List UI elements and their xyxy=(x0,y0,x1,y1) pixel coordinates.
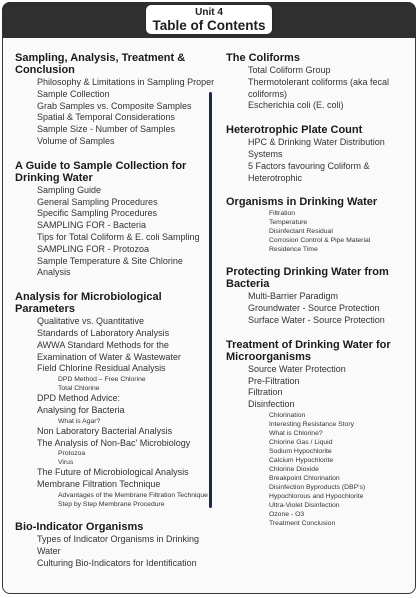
toc-item[interactable]: Qualitative vs. Quantitative xyxy=(37,316,145,327)
toc-section xyxy=(15,160,215,279)
toc-item[interactable]: Pre-Filtration xyxy=(248,375,300,386)
toc-item[interactable]: Field Chlorine Residual Analysis xyxy=(37,363,166,374)
toc-item[interactable]: 5 Factors favouring Coliform & Heterotrophic xyxy=(248,160,370,183)
toc-subitem[interactable]: Chlorine Gas / Liquid xyxy=(269,438,333,446)
toc-section xyxy=(226,339,412,528)
left-column xyxy=(15,52,215,581)
toc-item[interactable]: Philosophy & Limitations in Sampling Proper Sample Collection xyxy=(37,77,215,99)
section-heading[interactable]: Organisms in Drinking Water xyxy=(226,196,378,209)
toc-subitem[interactable]: Total Chlorine xyxy=(58,385,100,393)
toc-item[interactable]: Volume of Samples xyxy=(37,135,115,146)
toc-item[interactable]: HPC & Drinking Water Distribution Systems xyxy=(248,137,385,159)
toc-subitem[interactable]: Interesting Resistance Story xyxy=(269,420,355,428)
toc-item[interactable]: Membrane Filtration Technique xyxy=(37,479,161,490)
toc-item[interactable]: Standards of Laboratory Analysis xyxy=(37,327,170,338)
toc-subitem[interactable]: Chlorination xyxy=(269,411,306,419)
toc-item[interactable]: SAMPLING FOR - Protozoa xyxy=(37,243,150,254)
toc-subitem[interactable]: Hypochlorous and Hypochlorite xyxy=(269,492,364,500)
toc-item[interactable]: Sampling Guide xyxy=(37,184,102,195)
section-heading[interactable]: Treatment of Drinking Water for Microorganisms xyxy=(226,338,391,363)
toc-subitem[interactable]: Sodium Hypochlorite xyxy=(269,447,332,455)
toc-item[interactable]: Grab Samples vs. Composite Samples xyxy=(37,100,192,111)
toc-subitem[interactable]: Disinfection Byproducts (DBP's) xyxy=(269,483,366,491)
toc-subitem[interactable]: Calcium Hypochlorite xyxy=(269,456,334,464)
toc-item[interactable]: DPD Method Advice: xyxy=(37,393,121,404)
page-title: Table of Contents xyxy=(152,18,266,33)
section-heading[interactable]: Analysis for Microbiological Parameters xyxy=(15,291,162,316)
toc-item[interactable]: Non Laboratory Bacterial Analysis xyxy=(37,425,173,436)
toc-item[interactable]: Groundwater - Source Protection xyxy=(248,303,380,314)
toc-subitem[interactable]: Filtration xyxy=(269,210,296,218)
toc-section xyxy=(226,124,412,184)
toc-item[interactable]: Specific Sampling Procedures xyxy=(37,208,158,219)
toc-item[interactable]: Analysing for Bacteria xyxy=(37,404,125,415)
toc-subitem[interactable]: Ultra-Violet Disinfection xyxy=(269,501,340,509)
toc-subitem[interactable]: Treatment Conclusion xyxy=(269,519,336,527)
toc-item[interactable]: Filtration xyxy=(248,387,283,398)
section-heading[interactable]: Protecting Drinking Water from Bacteria xyxy=(226,266,389,291)
toc-item[interactable]: Multi-Barrier Paradigm xyxy=(248,291,339,302)
section-heading[interactable]: Sampling, Analysis, Treatment & Conclusion xyxy=(15,52,186,76)
section-heading[interactable]: Bio-Indicator Organisms xyxy=(15,520,144,533)
toc-item[interactable]: AWWA Standard Methods for the Examination of Water & Wastewater xyxy=(37,339,181,362)
section-heading[interactable]: Heterotrophic Plate Count xyxy=(226,124,363,137)
toc-item[interactable]: The Analysis of Non-Bac' Microbiology xyxy=(37,437,191,448)
toc-subitem[interactable]: Residence Time xyxy=(269,246,318,254)
toc-subitem[interactable]: Corrosion Control & Pipe Material xyxy=(269,237,371,245)
toc-item[interactable]: Thermotolerant coliforms (aka fecal coliforms) xyxy=(248,76,390,99)
toc-item[interactable]: Types of Indicator Organisms in Drinking Water xyxy=(37,533,200,556)
toc-item[interactable]: Source Water Protection xyxy=(248,363,346,374)
section-heading[interactable]: A Guide to Sample Collection for Drinking Water xyxy=(15,159,187,184)
toc-subitem[interactable]: What is Chlorine? xyxy=(269,429,323,437)
toc-item[interactable]: Spatial & Temporal Considerations xyxy=(37,112,175,123)
right-column xyxy=(226,52,412,540)
toc-section xyxy=(226,196,412,254)
toc-section xyxy=(15,521,215,569)
toc-item[interactable]: Tips for Total Coliform & E. coli Sampling xyxy=(37,231,200,242)
toc-item[interactable]: Sample Temperature & Site Chlorine Analysis xyxy=(37,255,183,278)
toc-section xyxy=(15,52,215,148)
toc-subitem[interactable]: Virus xyxy=(58,459,74,467)
toc-subitem[interactable]: Step by Step Membrane Procedure xyxy=(58,500,165,508)
toc-item[interactable]: Culturing Bio-Indicators for Identification xyxy=(37,557,197,568)
toc-section xyxy=(226,52,412,112)
toc-item[interactable]: Disinfection xyxy=(248,399,295,410)
toc-subitem[interactable]: Breakpoint Chlorination xyxy=(269,474,340,482)
title-box xyxy=(145,4,273,35)
toc-subitem[interactable]: Protozoa xyxy=(58,450,86,458)
toc-item[interactable]: Sample Size - Number of Samples xyxy=(37,124,176,135)
section-heading[interactable]: The Coliforms xyxy=(226,52,300,64)
toc-section xyxy=(226,266,412,326)
toc-subitem[interactable]: Disinfectant Residual xyxy=(269,228,333,236)
toc-subitem[interactable]: Advantages of the Membrane Filtration Technique xyxy=(58,491,208,499)
toc-item[interactable]: General Sampling Procedures xyxy=(37,196,158,207)
toc-item[interactable]: Surface Water - Source Protection xyxy=(248,314,385,325)
unit-label: Unit 4 xyxy=(195,7,223,18)
toc-item[interactable]: Escherichia coli (E. coli) xyxy=(248,100,344,111)
toc-subitem[interactable]: Ozone - O3 xyxy=(269,510,305,518)
toc-item[interactable]: SAMPLING FOR - Bacteria xyxy=(37,220,147,231)
toc-section xyxy=(15,291,215,509)
toc-item[interactable]: Total Coliform Group xyxy=(248,65,331,75)
toc-item[interactable]: The Future of Microbiological Analysis xyxy=(37,467,189,478)
toc-subitem[interactable]: Chlorine Dioxide xyxy=(269,465,319,473)
toc-subitem[interactable]: DPD Method – Free Chlorine xyxy=(58,376,146,384)
toc-subitem[interactable]: What is Agar? xyxy=(58,417,101,425)
toc-subitem[interactable]: Temperature xyxy=(269,219,308,227)
